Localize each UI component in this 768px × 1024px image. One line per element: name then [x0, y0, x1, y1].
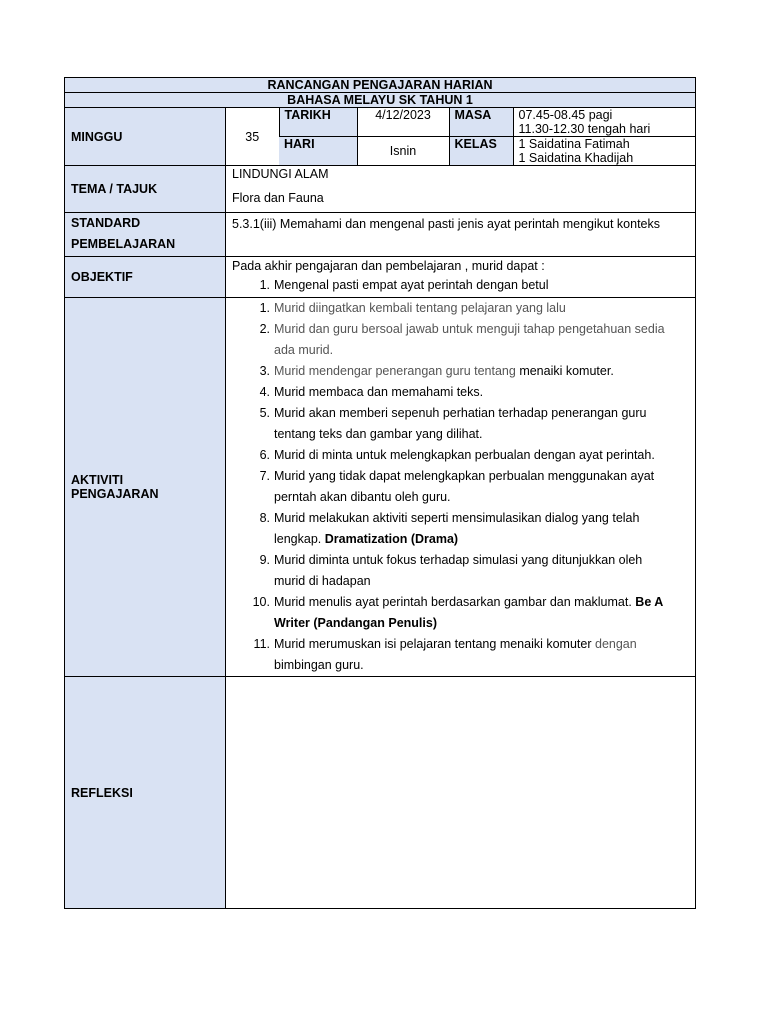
tema-line-1: LINDUNGI ALAM [232, 167, 329, 181]
standard-label-1: STANDARD [71, 216, 141, 230]
minggu-value: 35 [245, 129, 260, 144]
kelas-value [513, 137, 695, 166]
tema-label: TEMA / TAJUK [65, 166, 226, 213]
hari-value: Isnin [357, 137, 449, 166]
objektif-label: OBJEKTIF [65, 257, 226, 298]
aktiviti-item-8: 8. Murid melakukan aktiviti seperti mensimulasikan dialog yang telah lengkap. Dramatization (Drama) [259, 511, 640, 546]
aktiviti-item-5: 5. Murid akan memberi sepenuh perhatian terhadap penerangan guru tentang teks dan gambar yang dilihat. [259, 406, 647, 441]
tarikh-label: TARIKH [279, 108, 357, 137]
refleksi-label: REFLEKSI [65, 677, 226, 909]
tarikh-value: 4/12/2023 [357, 108, 449, 137]
objektif-intro: Pada akhir pengajaran dan pembelajaran , murid dapat : [232, 259, 545, 273]
masa-value [513, 108, 695, 137]
minggu-label: MINGGU [65, 108, 226, 166]
refleksi-content [226, 677, 696, 909]
aktiviti-item-11: 11. Murid merumuskan isi pelajaran tentang menaiki komuter dengan bimbingan guru. [253, 637, 637, 672]
aktiviti-label-2: PENGAJARAN [71, 487, 159, 501]
tema-line-2: Flora dan Fauna [232, 191, 324, 205]
standard-value: 5.3.1(iii) Memahami dan mengenal pasti jenis ayat perintah mengikut konteks [226, 213, 696, 257]
minggu-details [226, 108, 695, 165]
kelas-value-2: 1 Saidatina Khadijah [518, 151, 634, 165]
hari-label: HARI [279, 137, 357, 166]
aktiviti-item-7: 7. Murid yang tidak dapat melengkapkan perbualan menggunakan ayat perntah akan dibantu oleh guru. [259, 469, 655, 504]
kelas-label: KELAS [449, 137, 513, 166]
aktiviti-item-1: 1. Murid diingatkan kembali tentang pelajaran yang lalu [259, 301, 566, 315]
masa-value-1: 07.45-08.45 pagi [518, 108, 613, 122]
aktiviti-list [226, 298, 695, 676]
title-line-2: BAHASA MELAYU SK TAHUN 1 [65, 93, 696, 108]
aktiviti-item-9: 9. Murid diminta untuk fokus terhadap simulasi yang ditunjukkan oleh murid di hadapan [259, 553, 643, 588]
lesson-plan-table [64, 77, 696, 909]
aktiviti-item-10: 10. Murid menulis ayat perintah berdasarkan gambar dan maklumat. Be A Writer (Pandangan Penulis) [252, 595, 664, 630]
aktiviti-item-4: 4. Murid membaca dan memahami teks. [259, 385, 484, 399]
aktiviti-item-2: 2. Murid dan guru bersoal jawab untuk menguji tahap pengetahuan sedia ada murid. [259, 322, 665, 357]
aktiviti-label-1: AKTIVITI [71, 473, 124, 487]
aktiviti-item-3: 3. Murid mendengar penerangan guru tentang menaiki komuter. [259, 364, 614, 378]
kelas-value-1: 1 Saidatina Fatimah [518, 137, 630, 151]
aktiviti-item-6: 6. Murid di minta untuk melengkapkan perbualan dengan ayat perintah. [259, 448, 655, 462]
title-line-1: RANCANGAN PENGAJARAN HARIAN [65, 78, 696, 93]
standard-label-2: PEMBELAJARAN [71, 237, 176, 251]
masa-value-2: 11.30-12.30 tengah hari [518, 122, 651, 136]
objektif-item: 1. Mengenal pasti empat ayat perintah dengan betul [259, 278, 549, 292]
masa-label: MASA [449, 108, 513, 137]
